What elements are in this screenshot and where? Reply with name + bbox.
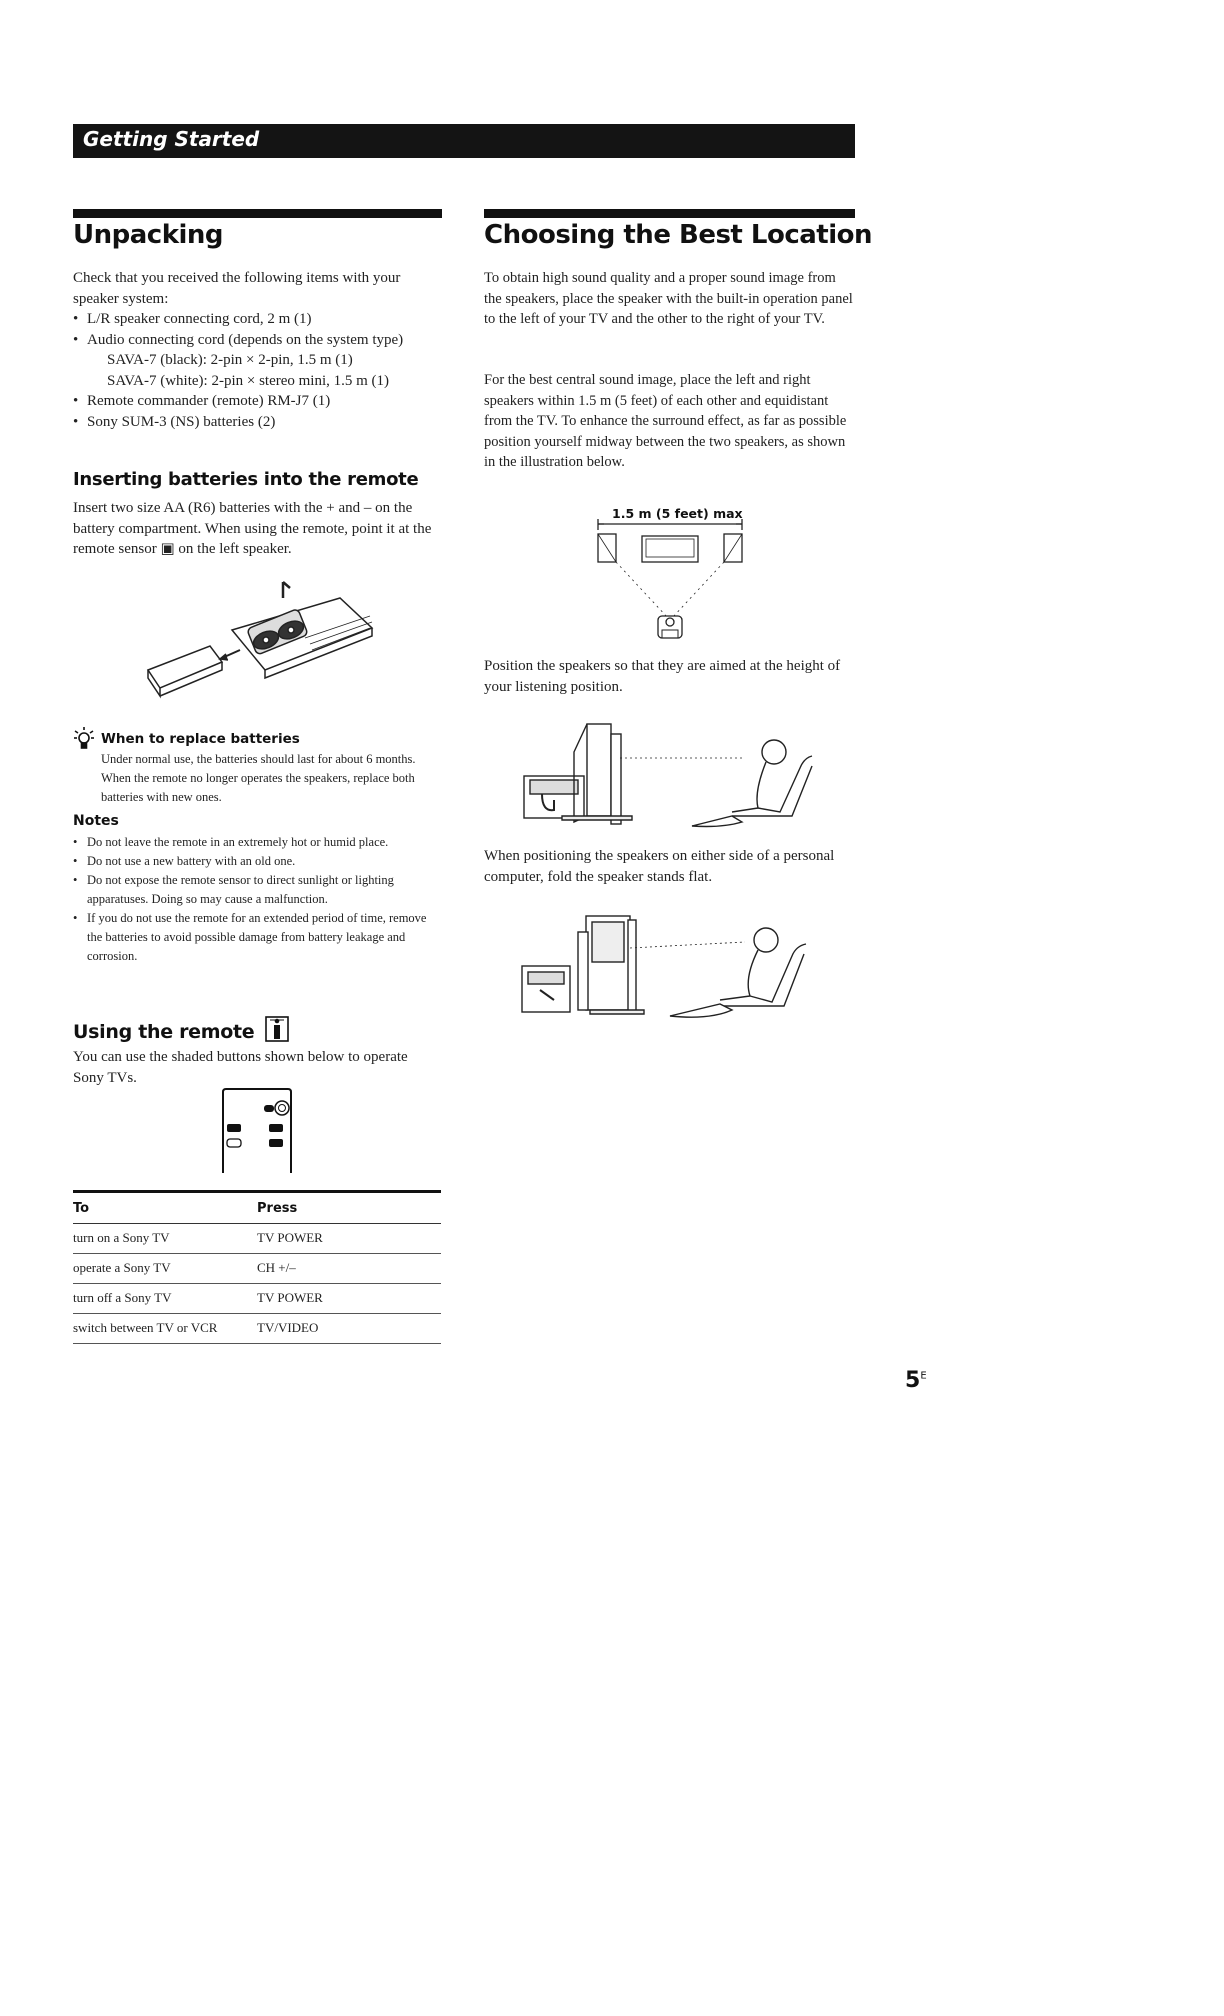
list-item: • Remote commander (remote) RM-J7 (1) [73, 391, 445, 412]
lightbulb-tip-icon [73, 726, 95, 752]
unpacking-intro: Check that you received the following items with your speaker system: [73, 270, 401, 307]
batteries-heading: Inserting batteries into the remote [73, 469, 419, 490]
location-rule [484, 209, 855, 218]
table-row [73, 1314, 441, 1344]
table-cell-action: switch between TV or VCR [73, 1314, 257, 1344]
unpacking-list-more [73, 391, 445, 432]
remote-info-icon [265, 1016, 289, 1042]
table-cell-button: CH +/– [257, 1254, 441, 1284]
list-item: • L/R speaker connecting cord, 2 m (1) [73, 309, 445, 330]
location-para-3: Position the speakers so that they are aimed at the height of your listening position. [484, 658, 841, 695]
location-para-4: When positioning the speakers on either side of a personal computer, fold the speaker stands flat. [484, 848, 835, 885]
speaker-placement-diagram [590, 518, 750, 646]
table-row [73, 1254, 441, 1284]
unpacking-list [73, 309, 445, 350]
remote-buttons-diagram [222, 1088, 292, 1173]
speaker-height-illustration [522, 722, 822, 832]
unpacking-body [73, 268, 445, 432]
table-cell-action: turn on a Sony TV [73, 1224, 257, 1254]
list-item: • Audio connecting cord (depends on the system type) [73, 330, 445, 351]
batteries-text: Insert two size AA (R6) batteries with the + and – on the battery compartment. When using the remote, point it at the remote sensor ▣ on the left speaker. [73, 500, 432, 557]
page-number [905, 1368, 927, 1393]
unpacking-rule [73, 209, 442, 218]
section-title: Getting Started [83, 127, 260, 151]
page-number-suffix: E [920, 1370, 927, 1382]
list-item: • Do not expose the remote sensor to direct sunlight or lighting apparatuses. Doing so may cause a malfunction. [73, 871, 441, 909]
using-remote-title: Using the remote [73, 1021, 255, 1043]
location-para-2: For the best central sound image, place the left and right speakers within 1.5 m (5 feet) of each other and equidistant from the TV. To enhance the surround effect, as far as possible position yourself midway between the two speakers, as shown in the illustration below. [484, 372, 847, 470]
table-row [73, 1224, 441, 1254]
list-sub-item: SAVA-7 (black): 2-pin × 2-pin, 1.5 m (1) [107, 352, 353, 368]
page-number-value: 5 [905, 1368, 921, 1393]
using-remote-text: You can use the shaded buttons shown below to operate Sony TVs. [73, 1049, 408, 1086]
table-cell-button: TV POWER [257, 1284, 441, 1314]
notes-list [73, 833, 441, 966]
unpacking-heading: Unpacking [73, 220, 224, 250]
table-row [73, 1284, 441, 1314]
using-remote-heading [73, 1016, 289, 1043]
table-cell-button: TV/VIDEO [257, 1314, 441, 1344]
battery-insertion-illustration [140, 578, 380, 708]
remote-functions-table [73, 1190, 441, 1344]
location-heading: Choosing the Best Location [484, 220, 873, 250]
tip-title: When to replace batteries [101, 731, 300, 747]
list-item: • If you do not use the remote for an extended period of time, remove the batteries to avoid possible damage from battery leakage and corrosion. [73, 909, 441, 966]
list-item: • Sony SUM-3 (NS) batteries (2) [73, 412, 445, 433]
section-header-band [73, 124, 855, 158]
table-header-to: To [73, 1192, 257, 1224]
table-cell-action: operate a Sony TV [73, 1254, 257, 1284]
location-para-1: To obtain high sound quality and a proper sound image from the speakers, place the speaker with the built-in operation panel to the left of your TV and the other to the right of your TV. [484, 270, 853, 327]
table-header-press: Press [257, 1192, 441, 1224]
notes-title: Notes [73, 813, 119, 829]
table-cell-button: TV POWER [257, 1224, 441, 1254]
list-sub-item: SAVA-7 (white): 2-pin × stereo mini, 1.5 m (1) [107, 372, 390, 389]
list-item: • Do not leave the remote in an extremely hot or humid place. [73, 833, 441, 852]
table-cell-action: turn off a Sony TV [73, 1284, 257, 1314]
tip-text: Under normal use, the batteries should last for about 6 months. When the remote no longer operates the speakers, replace both batteries with new ones. [101, 752, 416, 804]
list-item: • Do not use a new battery with an old one. [73, 852, 441, 871]
computer-placement-illustration [520, 912, 820, 1024]
distance-label: 1.5 m (5 feet) max [612, 506, 743, 521]
